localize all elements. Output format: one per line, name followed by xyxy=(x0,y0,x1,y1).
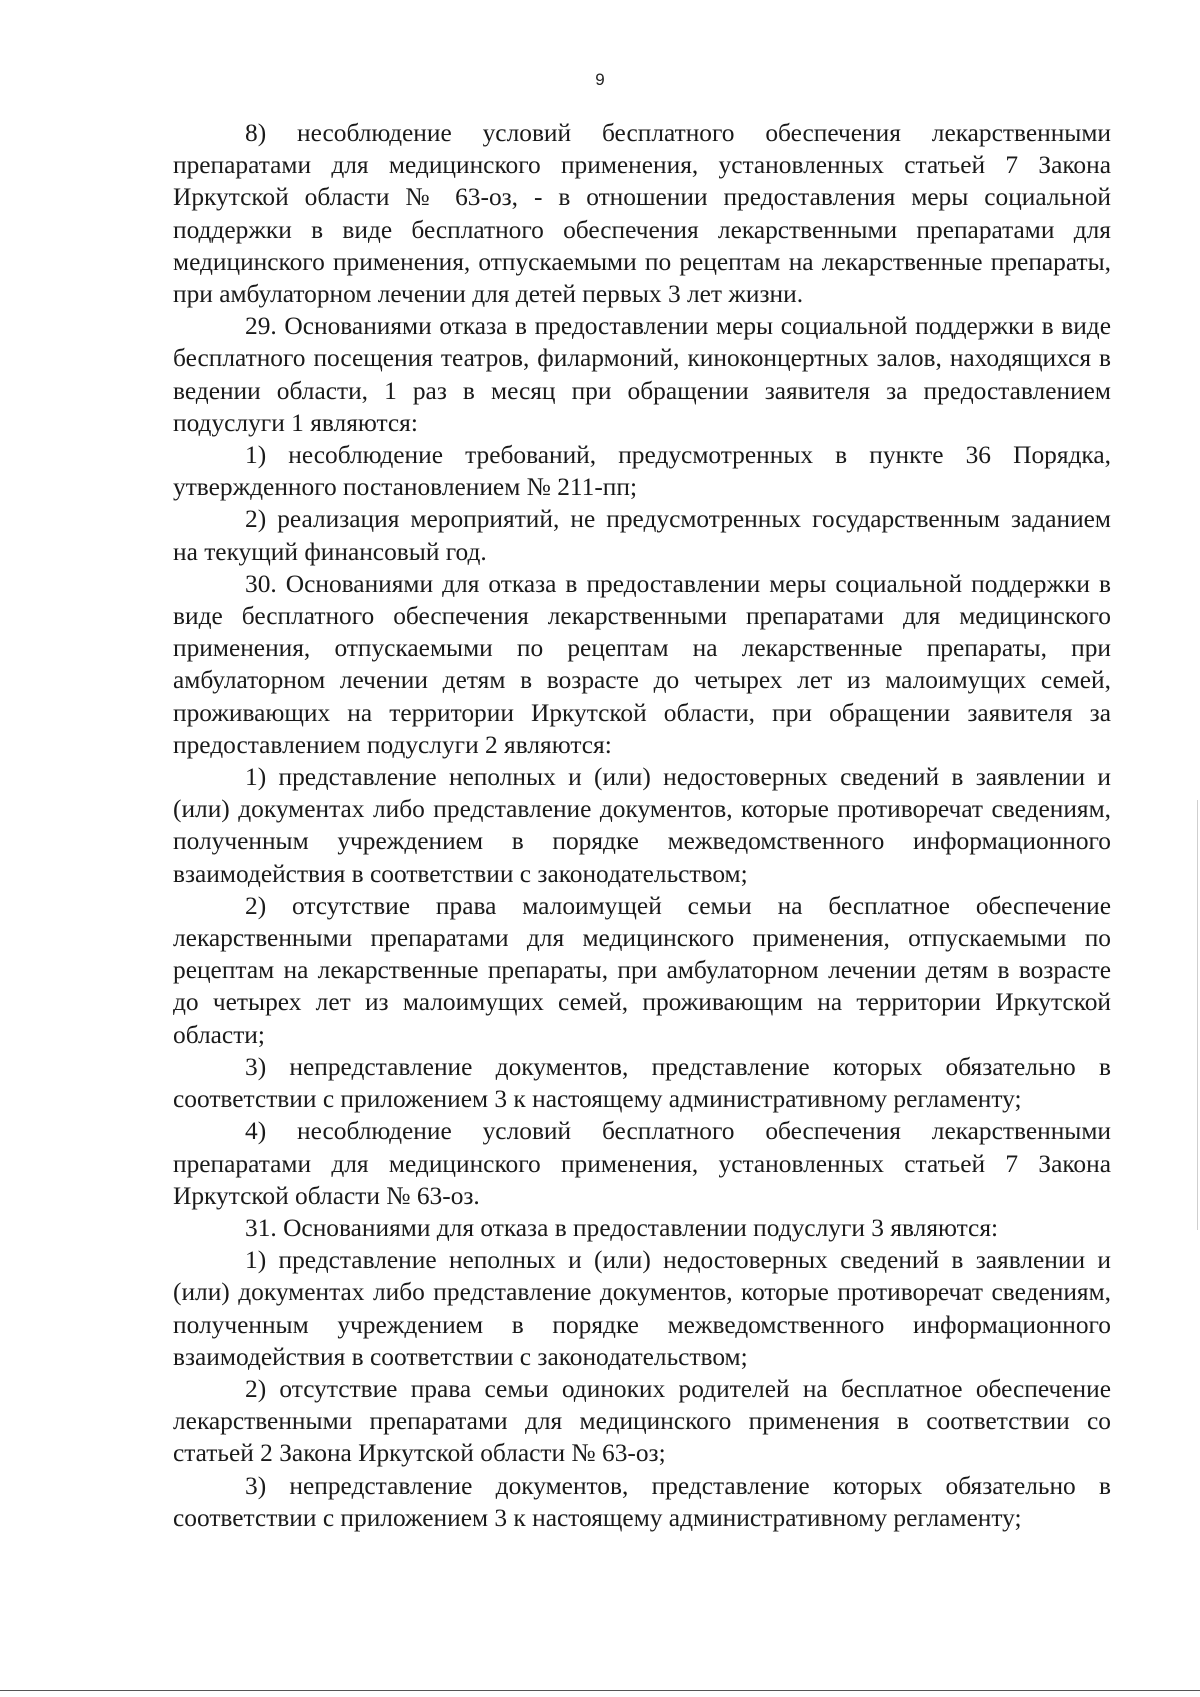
paragraph-30-item-4: 4) несоблюдение условий бесплатного обеспечения лекарственными препаратами для медицинского применения, установленных статьей 7 Закона Иркутской области № 63-оз. xyxy=(173,1117,1111,1210)
paragraph-30-item-3: 3) непредставление документов, представление которых обязательно в соответствии с приложением 3 к настоящему административному регламенту; xyxy=(173,1052,1111,1114)
paragraph-30: 30. Основаниями для отказа в предоставлении меры социальной поддержки в виде бесплатного обеспечения лекарственными препаратами для медицинского применения, отпускаемыми по рецептам на лекарственные препараты, при амбулаторном лечении детям в возрасте до четырех лет из малоимущих семей, проживающих на территории Иркутской области, при обращении заявителя за предоставлением подуслуги 2 являются: xyxy=(173,569,1111,759)
paragraph-31-item-2: 2) отсутствие права семьи одиноких родителей на бесплатное обеспечение лекарственными препаратами для медицинского применения в соответствии со статьей 2 Закона Иркутской области № 63-оз; xyxy=(173,1374,1111,1468)
paragraph-31-item-1: 1) представление неполных и (или) недостоверных сведений в заявлении и (или) документах либо представление документов, которые противоречат сведениям, полученным учреждением в порядке межведомственного информационного взаимодействия в соответствии с законодательством; xyxy=(173,1246,1111,1371)
paragraph-30-item-2: 2) отсутствие права малоимущей семьи на бесплатное обеспечение лекарственными препаратами для медицинского применения, отпускаемыми по рецептам на лекарственные препараты, при амбулаторном лечении детям в возрасте до четырех лет из малоимущих семей, проживающим на территории Иркутской области; xyxy=(173,891,1111,1049)
paragraph-30-item-1: 1) представление неполных и (или) недостоверных сведений в заявлении и (или) документах либо представление документов, которые противоречат сведениям, полученным учреждением в порядке межведомственного информационного взаимодействия в соответствии с законодательством; xyxy=(173,763,1111,888)
paragraph-29-item-1: 1) несоблюдение требований, предусмотренных в пункте 36 Порядка, утвержденного постановлением № 211-пп; xyxy=(173,441,1111,502)
paragraph-29: 29. Основаниями отказа в предоставлении меры социальной поддержки в виде бесплатного посещения театров, филармоний, киноконцертных залов, находящихся в ведении области, 1 раз в месяц при обращении заявителя за предоставлением подуслуги 1 являются: xyxy=(173,312,1111,437)
page-number: 9 xyxy=(595,70,605,89)
page-bottom-edge xyxy=(0,1690,1200,1691)
document-body xyxy=(173,117,1111,1534)
paragraph-28-item-8: 8) несоблюдение условий бесплатного обеспечения лекарственными препаратами для медицинского применения, установленных статьей 7 Закона Иркутской области № 63-оз, - в отношении предоставления меры социальной поддержки в виде бесплатного обеспечения лекарственными препаратами для медицинского применения, отпускаемыми по рецептам на лекарственные препараты, при амбулаторном лечении для детей первых 3 лет жизни. xyxy=(173,119,1111,309)
paragraph-31-item-3: 3) непредставление документов, представление которых обязательно в соответствии с приложением 3 к настоящему административному регламенту; xyxy=(173,1471,1111,1532)
paragraph-31: 31. Основаниями для отказа в предоставлении подуслуги 3 являются: xyxy=(245,1213,999,1242)
paragraph-29-item-2: 2) реализация мероприятий, не предусмотренных государственным заданием на текущий финансовый год. xyxy=(173,505,1111,566)
scan-edge-shadow xyxy=(1197,800,1198,1230)
